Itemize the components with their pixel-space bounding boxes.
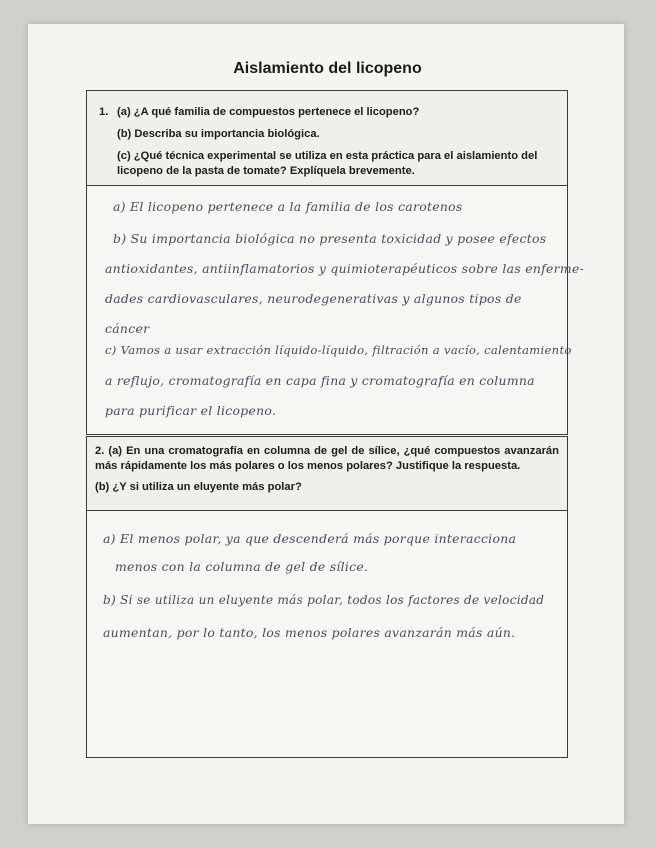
- answer-1-line: a reflujo, cromatografía en capa fina y cromatografía en columna: [105, 373, 535, 388]
- answer-2-line: a) El menos polar, ya que descenderá más porque interacciona: [103, 531, 517, 546]
- question-1b-text: (b) Describa su importancia biológica.: [117, 128, 320, 140]
- answer-1-line: para purificar el licopeno.: [105, 403, 277, 418]
- question-2-header: [87, 437, 567, 511]
- question-1a-text: (a) ¿A qué familia de compuestos pertenece el licopeno?: [117, 106, 420, 118]
- answer-1-line: c) Vamos a usar extracción líquido-líquido, filtración a vacío, calentamiento: [105, 343, 572, 357]
- answer-2-line: menos con la columna de gel de sílice.: [115, 559, 369, 574]
- answer-1-line: dades cardiovasculares, neurodegenerativas y algunos tipos de: [105, 291, 522, 306]
- question-2b-text: (b) ¿Y si utiliza un eluyente más polar?: [95, 481, 302, 493]
- question-1-box: [86, 90, 585, 435]
- question-1c-text: (c) ¿Qué técnica experimental se utiliza en esta práctica para el aislamiento del licopeno de la pasta de tomate? Explíquela brevemente.: [117, 150, 538, 177]
- question-1-header: [87, 91, 567, 186]
- question-2-box: [86, 436, 568, 758]
- answer-1-line: a) El licopeno pertenece a la familia de los carotenos: [113, 199, 463, 214]
- answer-1-line: b) Su importancia biológica no presenta toxicidad y posee efectos: [113, 231, 547, 246]
- question-1-number: 1.: [99, 106, 109, 118]
- answer-1-line: antioxidantes, antiinflamatorios y quimioterapéuticos sobre las enferme-: [105, 261, 585, 276]
- answer-1-line: cáncer: [105, 321, 150, 336]
- page-title: Aislamiento del licopeno: [233, 60, 422, 77]
- question-2a-text: 2. (a) En una cromatografía en columna de gel de sílice, ¿qué compuestos avanzarán más rápidamente los más polares o los menos polares? Justifique la respuesta.: [95, 445, 559, 472]
- answer-2-line: aumentan, por lo tanto, los menos polares avanzarán más aún.: [103, 625, 516, 640]
- answer-2-line: b) Si se utiliza un eluyente más polar, todos los factores de velocidad: [103, 593, 545, 607]
